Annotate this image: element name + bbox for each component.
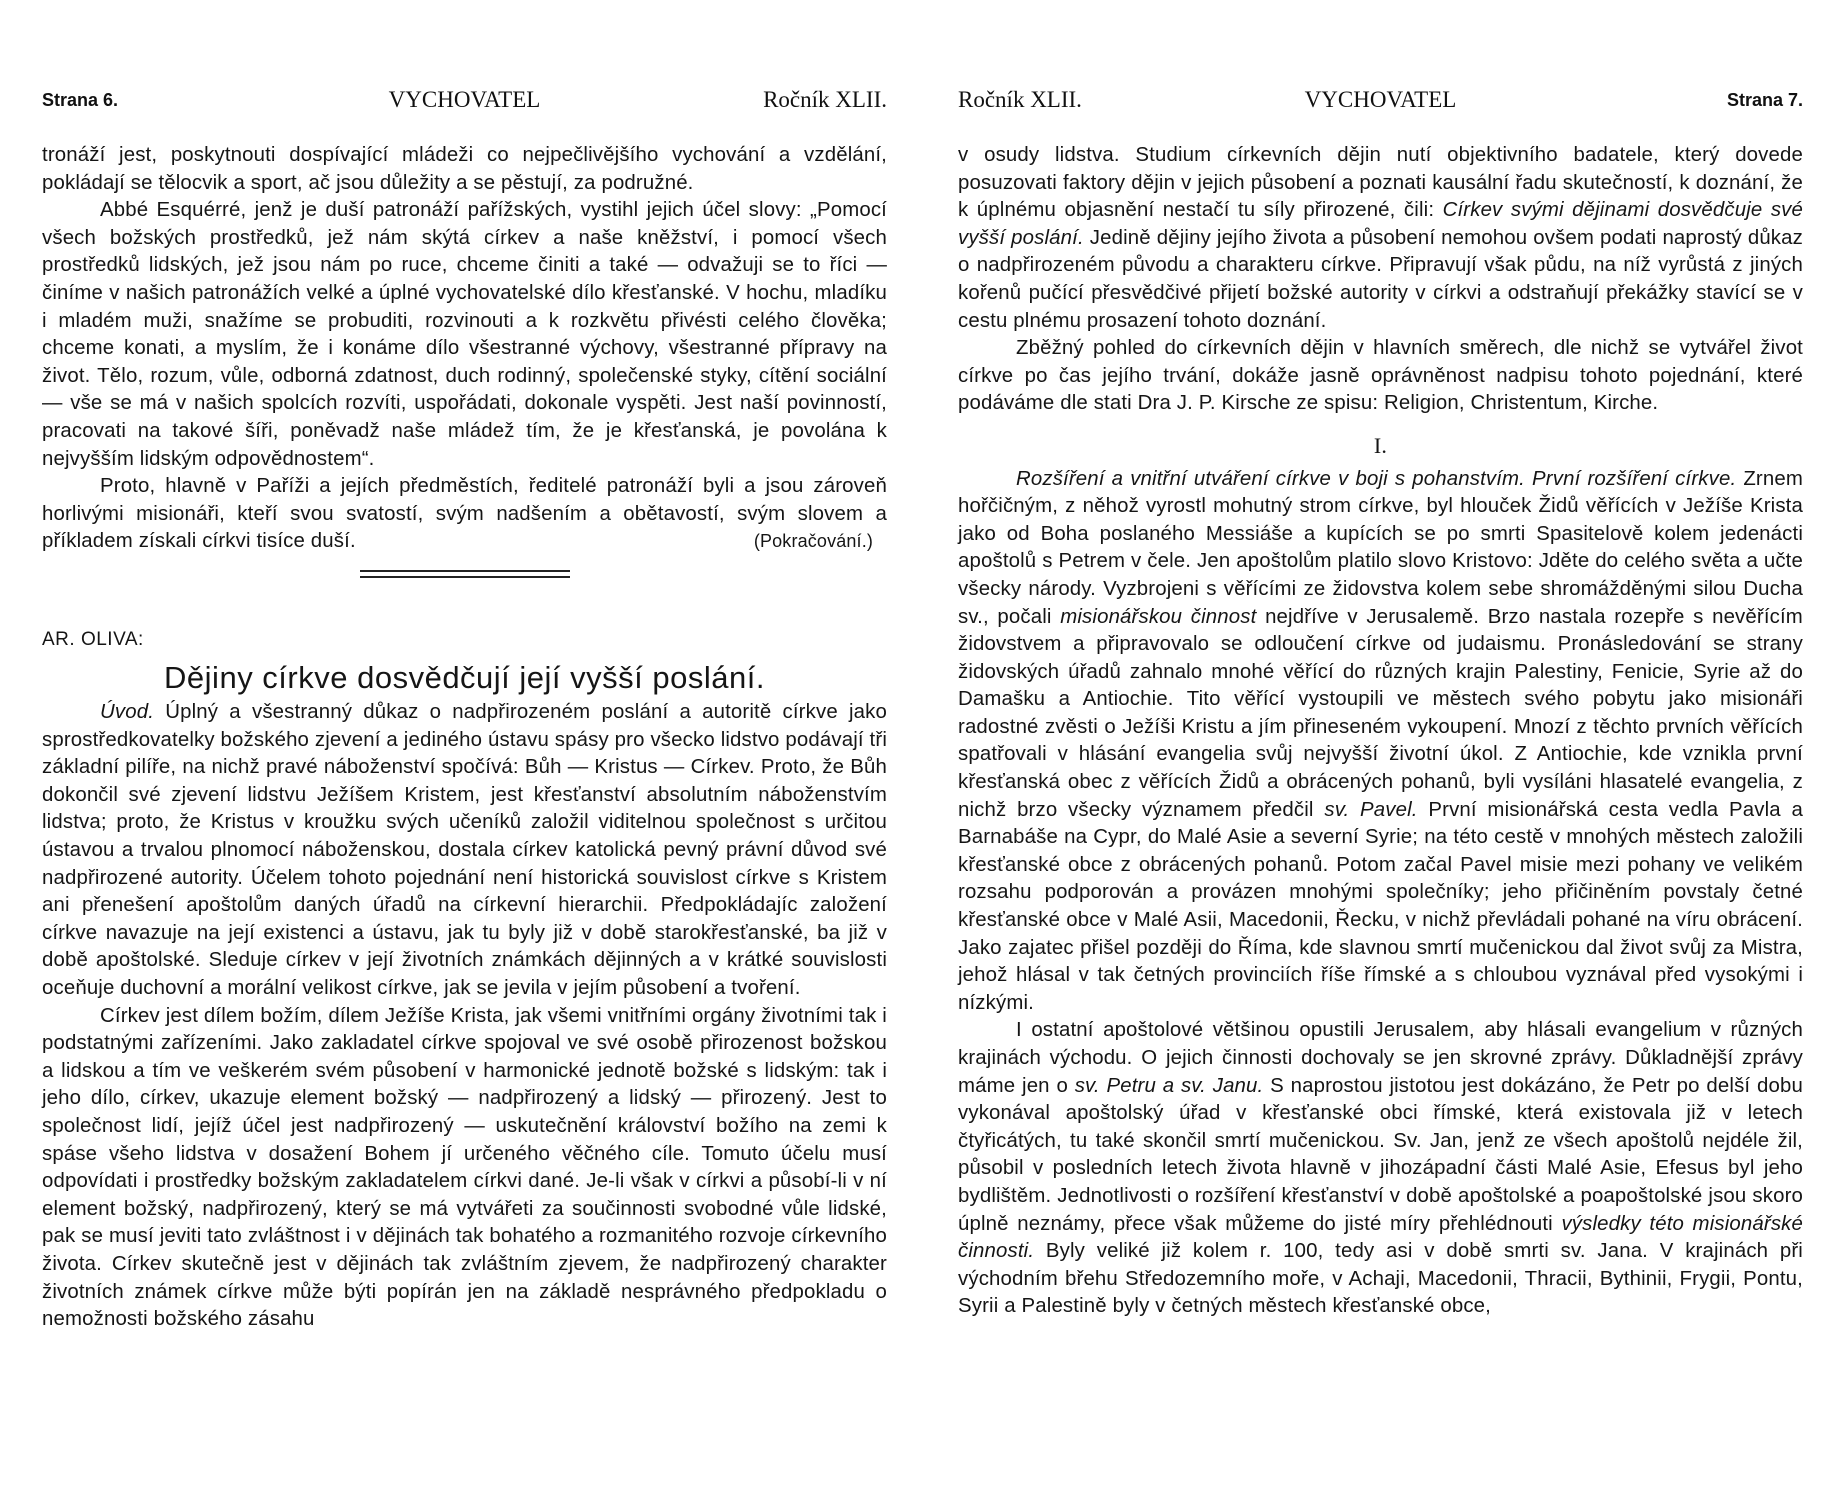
left-running-header [42, 80, 887, 120]
right-journal-title: VYCHOVATEL [1304, 87, 1457, 112]
paragraph: Proto, hlavně v Paříži a jejích předměstích, ředitelé patronáží byli a jsou zároveň horlivými misionáři, kteří svou svatostí, svým nadšením a obětavostí, svým slovem a příkladem získali církvi tisíce duší. (Pokračování.) [42, 473, 887, 556]
section-divider [360, 570, 570, 578]
left-page [42, 80, 887, 1480]
paragraph: Abbé Esquérré, jenž je duší patronáží pařížských, vystihl jejich účel slovy: „Pomocí všech božských prostředků, jež nám skýtá církev a naše kněžství, i pomocí všech prostředků lidských, jež jsou nám po ruce, chceme činiti a také — odvažuji se to říci — činíme v našich patronážích velké a úplné vychovatelské dílo křesťanské. V hochu, mladíku i mladém muži, snažíme se probuditi, rozvinouti a k rozkvětu přivésti celého člověka; chceme konati, a myslím, že i konáme dílo všestranné výchovy, všestranné přípravy na život. Tělo, rozum, vůle, odborná zdatnost, duch rodinný, společenské styky, cítění sociální — vše se má v našich spolcích rozvíti, uspořádati, dokonale vyspěti. Jest naší povinností, pracovati na takové šíři, poněvadž naše mládež tím, že je křesťanská, je povolána k nejvyšším lidským odpovědnostem“. [42, 199, 887, 470]
continued-note: (Pokračování.) [753, 531, 873, 552]
section-number: I. [1373, 432, 1388, 458]
paragraph: Úvod. Úplný a všestranný důkaz o nadpřirozeném poslání a autoritě církve jako sprostředkovatelky božského zjevení a jediného ústavu spásy pro všecko lidstvo podávají tři základní pilíře, na nichž pravé náboženství spočívá: Bůh — Kristus — Církev. Proto, že Bůh dokončil své zjevení lidstvu Ježíšem Kristem, jest křesťanství absolutním náboženstvím lidstva; proto, že Kristus v kroužku svých učeníků založil viditelnou společnost s určitou ústavou a trvalou plnomocí náboženskou, dostala církev katolická pevný právní důvod své nadpřirozené autority. Účelem tohoto pojednání není historická souvislost církve s Kristem ani přenešení apoštolům daných úřadů na církevní hierarchii. Předpokládajíc založení církve navazuje na její existenci a ústavu, jak tu byly již v době starokřesťanské, ba již v době apoštolské. Sleduje církev v její životních známkách dějinných a v krátké souvislosti oceňuje duchovní a morální velikost církve, jak se jevila v jejím působení a tvoření. [42, 701, 887, 1000]
paragraph: v osudy lidstva. Studium církevních dějin nutí objektivního badatele, který dovede posuzovati faktory dějin v jejich působení a poznati kausální řadu skutečností, k doznání, že k úplnému objasnění nestačí tu síly přirozené, čili: Církev svými dějinami dosvědčuje své vyšší poslání. Jedině dějiny jejího života a působení nemohou ovšem podati naprostý důkaz o nadpřirozeném původu a charakteru církve. Připravují však půdu, na níž vyrůstá z jiných kořenů pučící přesvědčivé přijetí božské autority v církvi a odstraňují překážky stavící se v cestu plnému prosazení tohoto doznání. [958, 144, 1803, 332]
right-page-number: Strana 7. [1726, 90, 1803, 110]
right-running-header [958, 80, 1803, 120]
article-title: Dějiny církve dosvědčují její vyšší poslání. [164, 659, 765, 695]
paragraph: I ostatní apoštolové většinou opustili Jerusalem, aby hlásali evangelium v různých krajinách východu. O jejich činnosti dochovaly se jen skrovné zprávy. Důkladnější zprávy máme jen o sv. Petru a sv. Janu. S naprostou jistotou jest dokázáno, že Petr po delší dobu vykonával apoštolský úřad v křesťanské obci římské, která existovala již v letech čtyřicátých, tu také skončil smrtí mučenickou. Sv. Jan, jenž ze všech apoštolů nejdéle žil, působil v posledních letech života hlavně v jihozápadní části Malé Asie, Efesus byl jeho bydlištěm. Jednotlivosti o rozšíření křesťanství v době apoštolské a poapoštolské jsou skoro úplně neznámy, přece však můžeme do jisté míry přehlédnouti výsledky této misionářské činnosti. Byly veliké již kolem r. 100, tedy asi v době smrti sv. Jana. V krajinách při východním břehu Středozemního moře, v Achaji, Macedonii, Thracii, Bythinii, Frygii, Pontu, Syrii a Palestině byly v četných městech křesťanské obce, [958, 1019, 1803, 1318]
paragraph: Církev jest dílem božím, dílem Ježíše Krista, jak všemi vnitřními orgány životními tak i podstatnými zařízeními. Jako zakladatel církve spojoval ve své osobě přirozenost božskou a lidskou a tím ve veškerém svém působení v harmonické jednotě božské s lidským: tak i jeho dílo, církev, ukazuje element božský — nadpřirozený a lidský — přirozený. Jest to společnost lidí, jejíž účel jest nadpřirozený — uskutečnění království božího na zemi k spáse všeho lidstva v dosažení Bohem jí určeného věčného cíle. Tomuto účelu musí odpovídati i prostředky božským zakladatelem církvi dané. Je-li však v církvi a působí-li v ní element božský, nadpřirozený, který se má vytvářeti za součinnosti svobodné vůle lidské, pak se musí jeviti tato zvláštnost i v dějinách tak bohatého a rozmanitého rozvoje církevního života. Církev skutečně jest v dějinách tak zvláštním zjevem, že nadpřirozený charakter životních známek církve může býti popírán jen na základě nesprávného předpokladu o nemožnosti božského zásahu [42, 1004, 887, 1331]
right-page-body [958, 142, 1803, 1321]
left-journal-title: VYCHOVATEL [388, 87, 541, 112]
left-page-body [42, 142, 887, 1334]
left-page-number: Strana 6. [42, 90, 119, 110]
paragraph: Zběžný pohled do církevních dějin v hlavních směrech, dle nichž se vytvářel život církve po čas jejího trvání, dokáže jasně oprávněnost nadpisu tohoto pojednání, které podáváme dle stati Dra J. P. Kirsche ze spisu: Religion, Christentum, Kirche. [958, 337, 1803, 415]
uvod-label: Úvod. [100, 701, 155, 724]
article-author: AR. OLIVA: [42, 628, 144, 650]
paragraph: Rozšíření a vnitřní utváření církve v boji s pohanstvím. První rozšíření církve. Zrnem hořčičným, z něhož vyrostl mohutný strom církve, byl hlouček Židů věřících v Ježíše Krista jako od Boha poslaného Messiáše a kupících se po smrti Spasitelově kolem jedenácti apoštolů s Petrem v čele. Jen apoštolům platilo slovo Kristovo: Jděte do celého světa a učte všecky národy. Vyzbrojeni s věřícími ze židovstva kolem sebe shromážděnými silou Ducha sv., počali misionářskou činnost nejdříve v Jerusalemě. Brzo nastala rozepře s nevěřícím židovstvem a připravovalo se odloučení církve od judaismu. Pronásledování se strany židovských úřadů zahnalo mnohé věřící do různých krajin Palestiny, Fenicie, Syrie až do Damašku a Antiochie. Tito věřící vystoupili ve městech svého pobytu jako misionáři radostné zvěsti o Ježíši Kristu a jím přineseném vykoupení. Mnozí z těchto prvních věřících spatřovali v hlásání evangelia svůj nejvyšší životní úkol. Z Antiochie, kde vznikla první křesťanská obec z věřících Židů a obrácených pohanů, byli vysíláni hlasatelé evangelia, z nichž brzo všecky významem předčil sv. Pavel. První misionářská cesta vedla Pavla a Barnabáše na Cypr, do Malé Asie a severní Syrie; na této cestě v mnohých městech založili křesťanské obce z obrácených pohanů. Potom začal Pavel misie mezi pohany ve velikém rozsahu podporován a provázen mnohými společníky; jeho přičiněním povstaly četné křesťanské obce v Malé Asii, Macedonii, Řecku, v nichž převládali pohané na víru obrácení. Jako zajatec přišel později do Říma, kde slavnou smrtí mučenickou dal život svůj za Mistra, jehož hlásal v tak četných provinciích říše římské a s chloubou vyznával před vysokými i nízkými. [958, 467, 1803, 1014]
left-volume: Ročník XLII. [763, 87, 887, 112]
right-page [958, 80, 1803, 1480]
paragraph: tronáží jest, poskytnouti dospívající mládeži co nejpečlivějšího vychování a vzdělání, pokládají se tělocvik a sport, ač jsou důležity a se pěstují, za podružné. [42, 144, 887, 194]
right-volume: Ročník XLII. [958, 87, 1082, 112]
